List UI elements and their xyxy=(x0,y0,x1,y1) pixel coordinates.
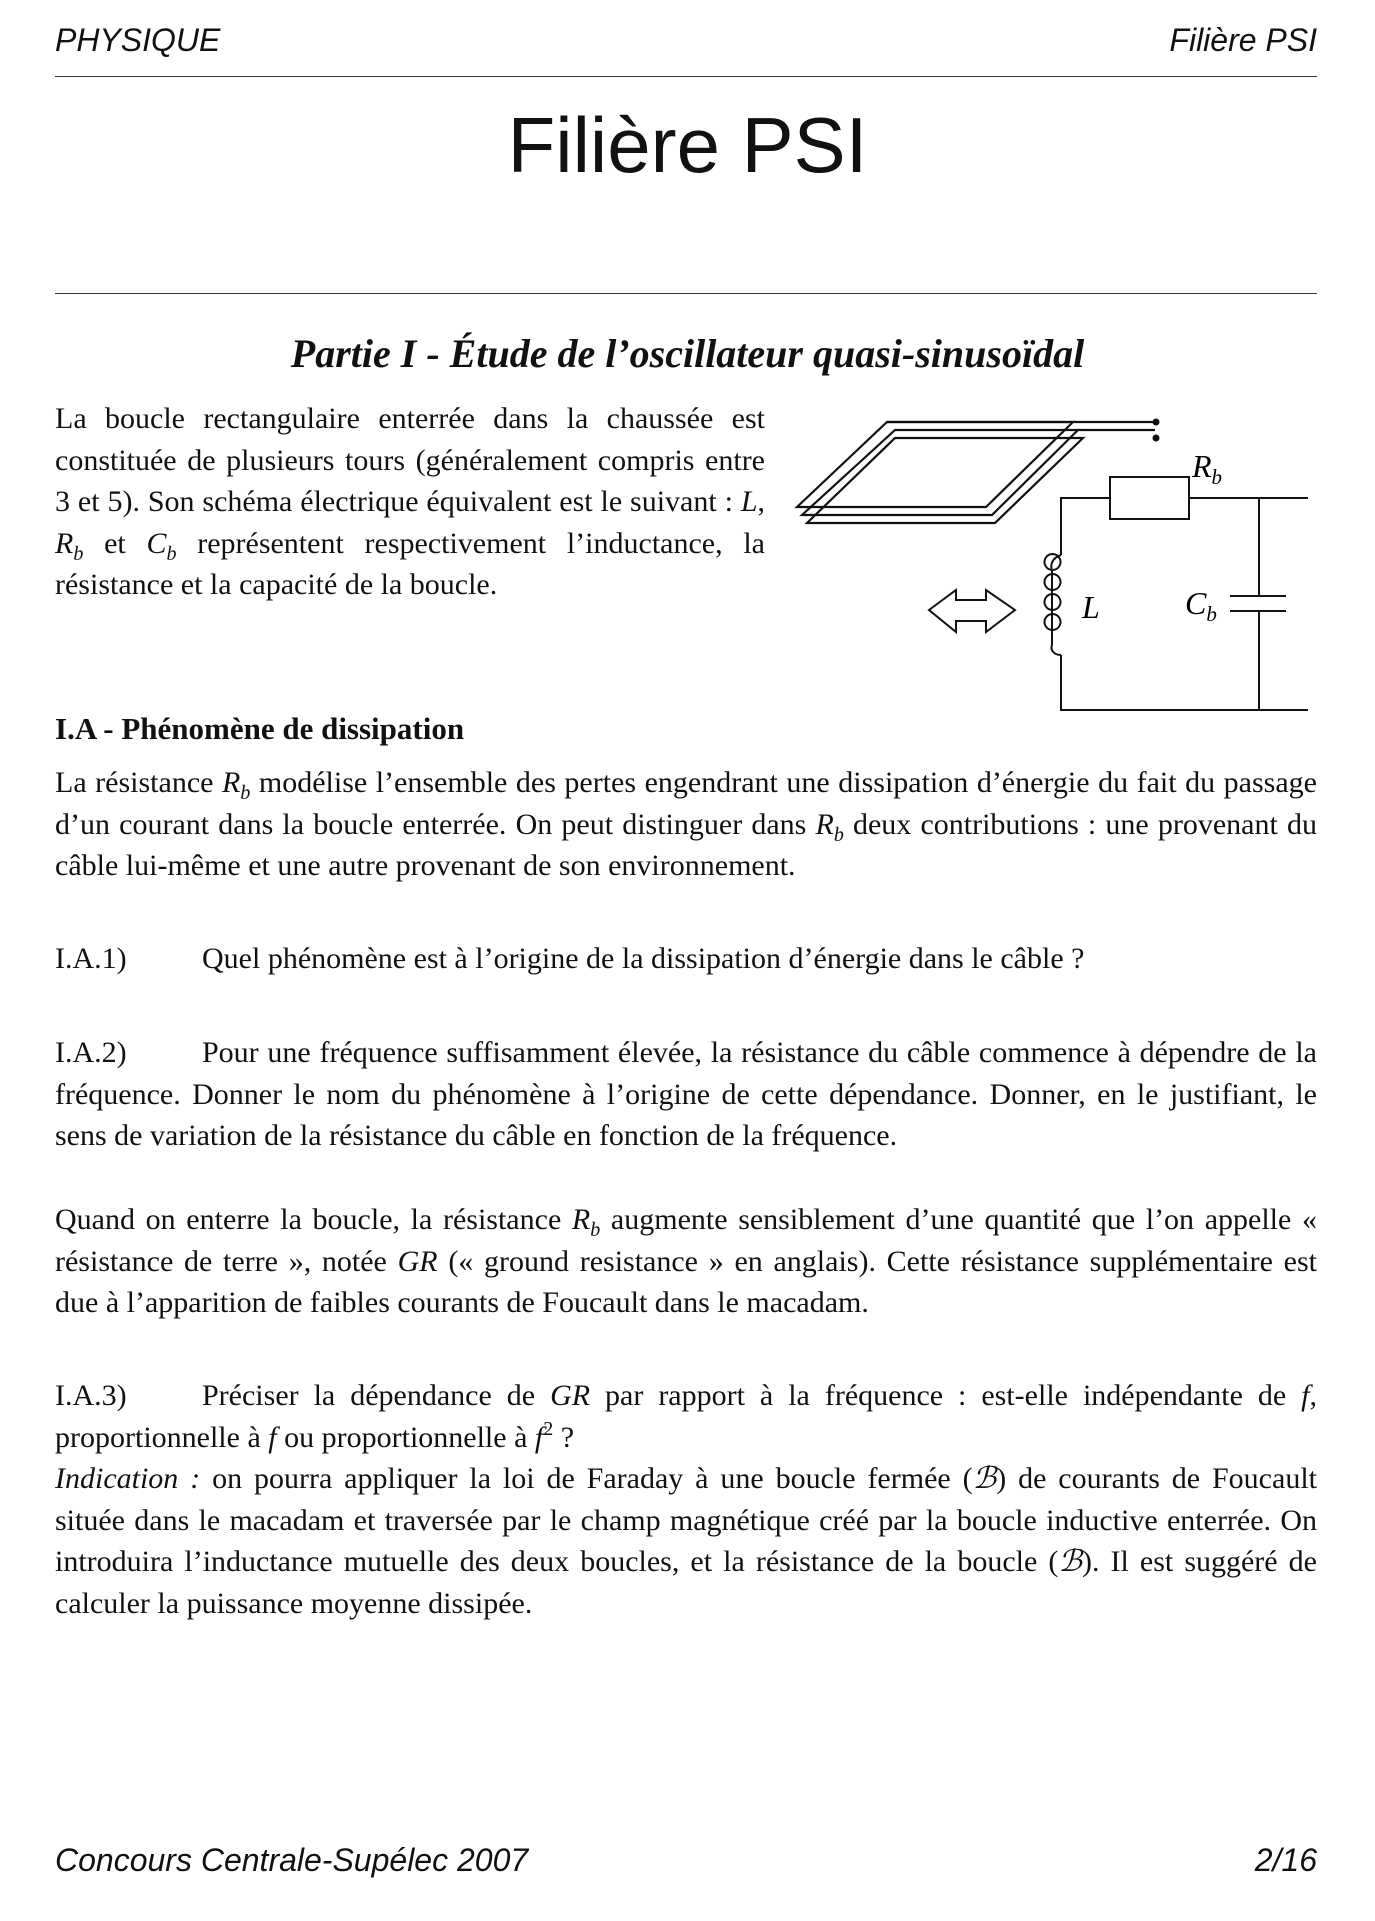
footer-page-number: 2/16 xyxy=(1254,1842,1317,1878)
terminal-dot xyxy=(1153,419,1160,426)
paragraph-dissipation: La résistance $R_b$ modélise l’ensemble des pertes engendrant une dissipation d’énergie du fait du passage d’un courant dans la boucle enterrée. On peut distinguer dans $R_b$ deux contributions : une provenant du câble lui-même et une autre provenant de son environnement. xyxy=(55,766,1317,882)
footer-exam: Concours Centrale-Supélec 2007 xyxy=(55,1842,529,1878)
paragraph-ground-resistance: Quand on enterre la boucle, la résistance $R_b$ augmente sensiblement d’une quantité que l’on appelle « résistance de terre », notée GR (« ground resistance » en anglais). Cette résistance supplémentaire est due à l’apparition de faibles courants de Foucault dans le macadam. xyxy=(55,1203,1318,1319)
header-rule xyxy=(55,76,1317,77)
header-track: Filière PSI xyxy=(1169,22,1317,58)
circuit xyxy=(929,477,1308,710)
title-rule xyxy=(55,293,1317,294)
label-L: L xyxy=(1082,589,1100,625)
coupling-double-arrow xyxy=(929,590,1015,632)
inductor-L xyxy=(1045,554,1062,655)
label-Rb: $R_b$ xyxy=(1192,448,1223,489)
page-title: Filière PSI xyxy=(507,101,868,189)
buried-loop xyxy=(797,422,1155,523)
section-heading-IA: I.A - Phénomène de dissipation xyxy=(55,711,465,746)
loop-circuit-diagram xyxy=(780,400,1340,720)
question-IA1: I.A.1) Quel phénomène est à l’origine de la dissipation d’énergie dans le câble ? xyxy=(55,942,1085,975)
question-IA2: I.A.2) Pour une fréquence suffisamment élevée, la résistance du câble commence à dépendre de la fréquence. Donner le nom du phénomène à l’origine de cette dépendance. Donner, en le justifiant, le sens de variation de la résistance du câble en fonction de la fréquence. xyxy=(55,1036,1317,1152)
header-subject: PHYSIQUE xyxy=(55,22,221,58)
part-title: Partie I - Étude de l’oscillateur quasi-sinusoïdal xyxy=(290,331,1085,376)
terminal-dot xyxy=(1153,435,1160,442)
resistor-Rb xyxy=(1110,477,1189,519)
intro-paragraph: La boucle rectangulaire enterrée dans la chaussée est constituée de plusieurs tours (généralement compris entre 3 et 5). Son schéma électrique équivalent est le suivant : L, $R_b$ et $C_b$ représentent respectivement l’inductance, la résistance et la capacité de la boucle. xyxy=(55,402,766,601)
question-IA3: I.A.3) Préciser la dépendance de GR par rapport à la fréquence : est-elle indépendante de f, proportionnelle à f ou proportionnelle à $f^2$ ? Indication : on pourra appliquer la loi de Faraday à une boucle fermée (ℬ) de courants de Foucault située dans le macadam et traversée par le champ magnétique créé par la boucle inductive enterrée. On introduira l’inductance mutuelle des deux boucles, et la résistance de la boucle (ℬ). Il est suggéré de calculer la puissance moyenne dissipée. xyxy=(55,1379,1317,1620)
label-Cb: $C_b$ xyxy=(1185,585,1217,626)
